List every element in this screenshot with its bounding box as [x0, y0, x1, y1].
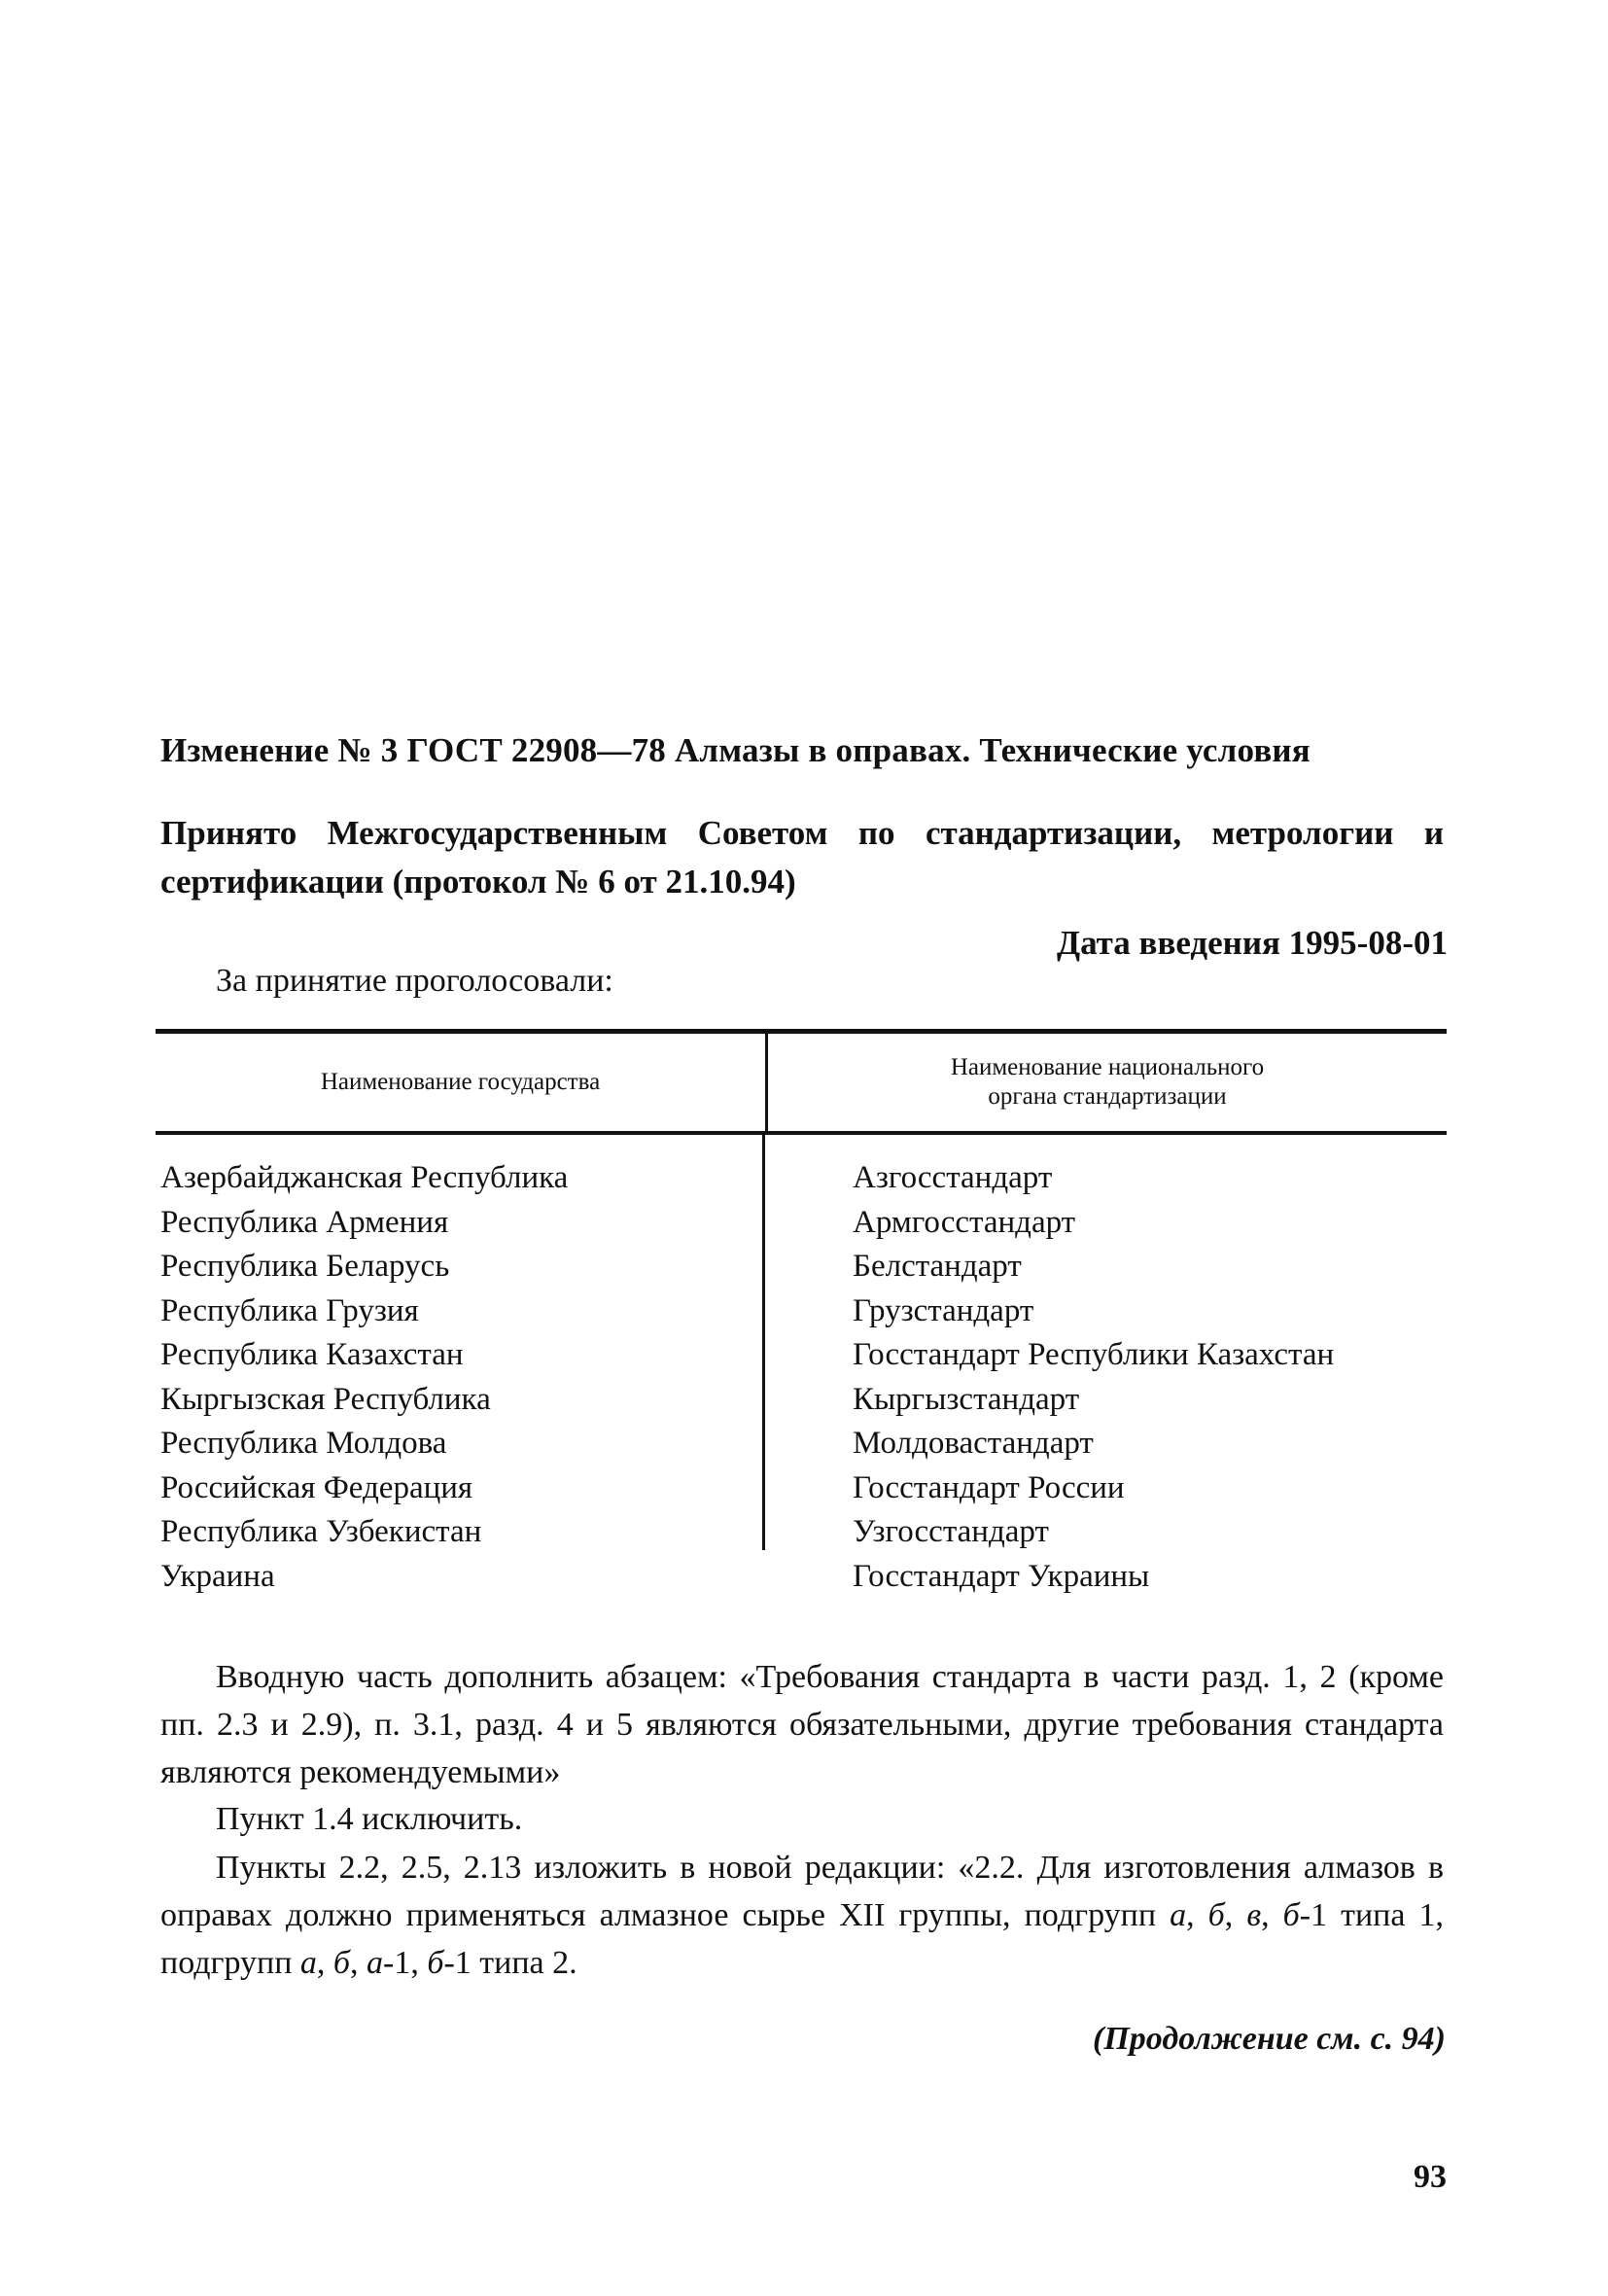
column-divider [762, 1135, 765, 1550]
state-cell: Республика Казахстан [160, 1337, 464, 1372]
subgroup-letter: а [299, 1945, 317, 1981]
voting-table [156, 1029, 1447, 1599]
body-cell: Госстандарт Украины [853, 1558, 1150, 1594]
state-cell: Республика Грузия [160, 1292, 419, 1328]
voted-label: За принятие проголосовали: [216, 963, 613, 999]
separator: , [350, 1945, 367, 1981]
paragraph-text: Пункты 2.2, 2.5, 2.13 изложить в новой редакции: «2.2. Для изготовления алмазов в оправах должно применяться алмазное сырье XII группы, подгрупп [160, 1850, 1444, 1933]
body-cell: Белстандарт [853, 1249, 1022, 1284]
subgroup-letter: а [1170, 1897, 1187, 1933]
body-cell: Армгосстандарт [853, 1204, 1076, 1240]
state-cell: Республика Узбекистан [160, 1514, 482, 1549]
separator: , [316, 1945, 333, 1981]
paragraph-new-edition [160, 1844, 1444, 1987]
column-header-body [768, 1034, 1447, 1131]
state-cell: Республика Молдова [160, 1426, 447, 1461]
separator: , [1224, 1897, 1247, 1933]
subgroup-letter: б [1282, 1897, 1300, 1933]
subgroup-letter: б [427, 1945, 444, 1981]
separator: , [1261, 1897, 1283, 1933]
continuation-note: (Продолжение см. с. 94) [1093, 2021, 1446, 2057]
state-cell: Российская Федерация [160, 1469, 473, 1505]
separator: -1, [383, 1945, 428, 1981]
state-cell: Украина [160, 1558, 275, 1594]
table-body [156, 1135, 1447, 1599]
adoption-statement: Принято Межгосударственным Советом по стандартизации, метрологии и сертификации (протокол № 6 от 21.10.94) [160, 814, 1444, 901]
introduction-date: Дата введения 1995-08-01 [1057, 924, 1448, 962]
subgroup-letter: в [1246, 1897, 1262, 1933]
body-cell: Узгосстандарт [853, 1514, 1049, 1549]
body-cell: Кыргызстандарт [853, 1381, 1080, 1417]
standards-body-column [765, 1156, 1447, 1599]
body-cell: Азгосстандарт [853, 1160, 1053, 1195]
body-cell: Госстандарт Республики Казахстан [853, 1337, 1335, 1372]
subgroup-letter: а [367, 1945, 384, 1981]
table-header [156, 1034, 1447, 1135]
body-cell: Госстандарт России [853, 1469, 1125, 1505]
paragraph-item-removed: Пункт 1.4 исключить. [216, 1801, 523, 1837]
paragraph-intro-addition: Вводную часть дополнить абзацем: «Требования стандарта в части разд. 1, 2 (кроме пп. 2.3 и 2.9), п. 3.1, разд. 4 и 5 являются обязательными, другие требования стандарта являются рекомендуемыми» [160, 1659, 1444, 1790]
paragraph-text: -1 типа 2. [443, 1945, 577, 1981]
subgroup-letter: б [332, 1945, 351, 1981]
page-number: 93 [1414, 2159, 1447, 2195]
column-header-state: Наименование государства [156, 1034, 768, 1131]
state-cell: Азербайджанская Республика [160, 1160, 569, 1195]
separator: , [1186, 1897, 1208, 1933]
body-cell: Грузстандарт [853, 1292, 1034, 1328]
column-header-body-line2: органа стандартизации [988, 1083, 1227, 1110]
column-header-body-line1: Наименование национального [950, 1054, 1265, 1080]
subgroup-letter: б [1207, 1897, 1225, 1933]
state-cell: Республика Беларусь [160, 1249, 450, 1284]
paragraph-text: -1 типа 1, подгрупп [160, 1897, 1445, 1981]
change-title: Изменение № 3 ГОСТ 22908—78 Алмазы в оправах. Технические условия [160, 731, 1311, 769]
state-column [156, 1156, 765, 1599]
state-cell: Кыргызская Республика [160, 1381, 491, 1417]
body-cell: Молдовастандарт [853, 1426, 1094, 1461]
state-cell: Республика Армения [160, 1204, 449, 1240]
